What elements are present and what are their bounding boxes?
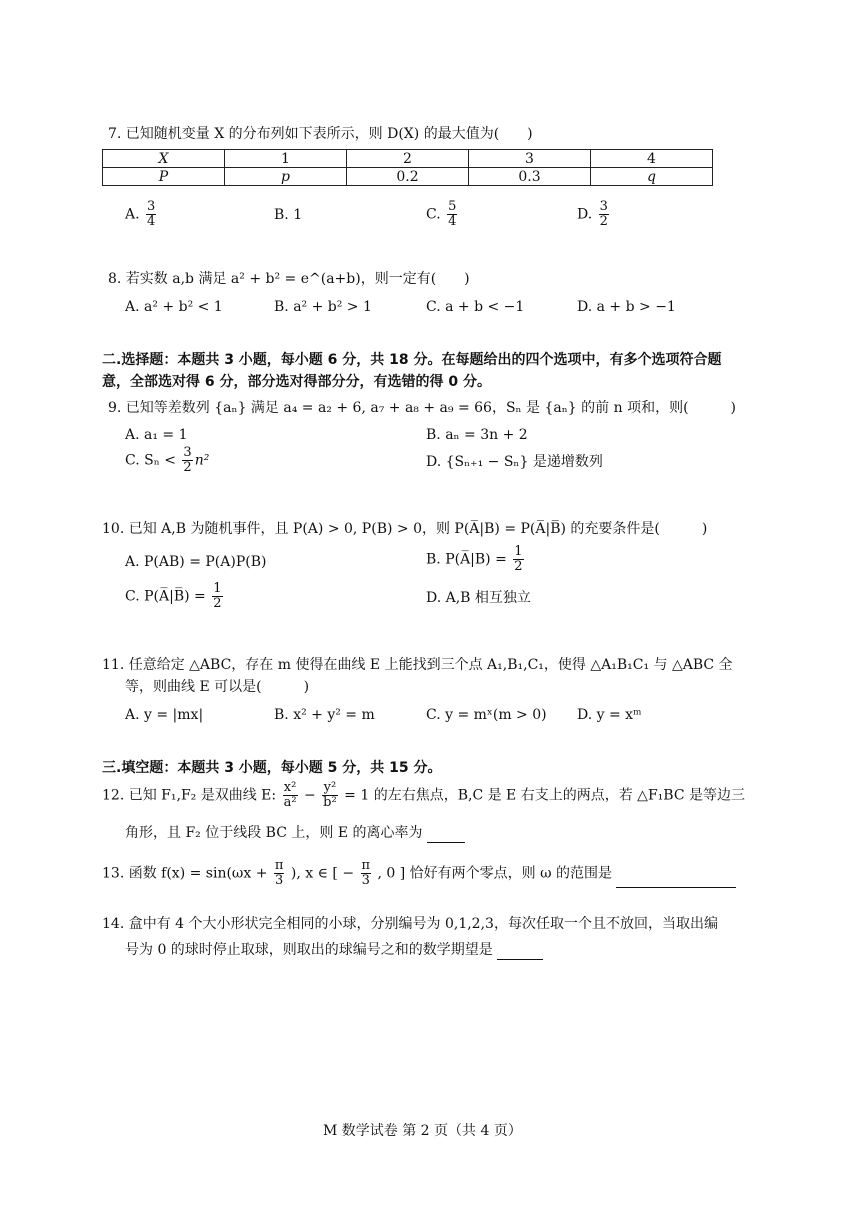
table-cell: p	[225, 168, 347, 186]
answer-blank[interactable]	[497, 943, 543, 960]
question-12-stem: 12. 已知 F₁,F₂ 是双曲线 E: $\frac{\text{x²}}{\text{a²}}$ − $\frac{\text{y²}}{\text{b²}}$ = 1 的左右焦点，B,C 是 E 右支上的两点，若 △F₁BC 是等边三	[102, 780, 745, 810]
table-cell: P	[103, 168, 225, 186]
table-row	[103, 150, 713, 168]
table-cell: 3	[469, 150, 591, 168]
q7-option-b: B. 1	[274, 207, 303, 223]
section-2-heading: 二.选择题：本题共 3 小题，每小题 6 分，共 18 分。在每题给出的四个选项中，有多个选项符合题	[102, 352, 722, 368]
answer-blank[interactable]	[616, 871, 736, 888]
q10-option-a: A. P(AB) = P(A)P(B)	[125, 554, 267, 570]
q9-option-d: D. {Sₙ₊₁ − Sₙ} 是递增数列	[426, 454, 603, 470]
q7-option-a: A. $\frac{3}{4}$	[125, 199, 156, 229]
table-cell: 2	[347, 150, 469, 168]
q11-option-c: C. y = mˣ(m > 0)	[426, 707, 547, 723]
q10-option-c: C. P(A̅|B̅) = $\frac{1}{2}$	[125, 581, 222, 611]
table-cell: q	[591, 168, 713, 186]
q8-option-a: A. a² + b² < 1	[125, 299, 223, 315]
table-cell: 4	[591, 150, 713, 168]
question-9-stem: 9. 已知等差数列 {aₙ} 满足 a₄ = a₂ + 6, a₇ + a₈ + a₉ = 66，Sₙ 是 {aₙ} 的前 n 项和，则( )	[108, 400, 737, 416]
question-10-stem: 10. 已知 A,B 为随机事件，且 P(A) > 0, P(B) > 0，则 P(A̅|B) = P(A̅|B̅) 的充要条件是( )	[102, 521, 708, 537]
question-8-stem: 8. 若实数 a,b 满足 a² + b² = e^(a+b)，则一定有( )	[108, 271, 470, 287]
q9-option-a: A. a₁ = 1	[125, 427, 188, 443]
table-cell: 0.3	[469, 168, 591, 186]
answer-blank[interactable]	[427, 826, 465, 843]
q8-option-d: D. a + b > −1	[577, 299, 676, 315]
q11-option-b: B. x² + y² = m	[274, 707, 375, 723]
table-row	[103, 168, 713, 186]
q11-option-d: D. y = xᵐ	[577, 707, 642, 723]
section-2-heading-cont: 意，全部选对得 6 分，部分选对得部分分，有选错的得 0 分。	[102, 374, 491, 390]
question-13-stem: 13. 函数 f(x) = sin(ωx + $\frac{\pi}{3}$ ), x ∈ [ − $\frac{\pi}{3}$ , 0 ] 恰好有两个零点，则 ω 的范围是	[102, 859, 736, 888]
question-14-stem: 14. 盒中有 4 个大小形状完全相同的小球，分别编号为 0,1,2,3，每次任取一个且不放回，当取出编	[102, 916, 718, 932]
question-11-stem: 11. 任意给定 △ABC，存在 m 使得在曲线 E 上能找到三个点 A₁,B₁,C₁，使得 △A₁B₁C₁ 与 △ABC 全	[102, 657, 733, 673]
q9-option-c: C. Sₙ < $\frac{3}{2}$ n²	[125, 445, 210, 475]
q8-option-b: B. a² + b² > 1	[274, 299, 372, 315]
page-footer: M 数学试卷 第 2 页（共 4 页）	[323, 1123, 522, 1139]
table-cell: 0.2	[347, 168, 469, 186]
section-3-heading: 三.填空题：本题共 3 小题，每小题 5 分，共 15 分。	[102, 760, 442, 776]
q8-option-c: C. a + b < −1	[426, 299, 525, 315]
q7-option-d: D. $\frac{3}{2}$	[577, 199, 608, 229]
q9-option-b: B. aₙ = 3n + 2	[426, 427, 528, 443]
q7-option-c: C. $\frac{5}{4}$	[426, 199, 457, 229]
table-cell: X	[103, 150, 225, 168]
q10-option-b: B. P(A̅|B) = $\frac{1}{2}$	[426, 544, 523, 574]
question-11-stem-cont: 等，则曲线 E 可以是( )	[125, 679, 310, 695]
q10-option-d: D. A,B 相互独立	[426, 590, 531, 606]
question-14-stem-cont: 号为 0 的球时停止取球，则取出的球编号之和的数学期望是	[125, 940, 543, 960]
question-12-stem-cont: 角形，且 F₂ 位于线段 BC 上，则 E 的离心率为	[125, 823, 465, 843]
question-7-stem: 7. 已知随机变量 X 的分布列如下表所示，则 D(X) 的最大值为( )	[108, 126, 533, 142]
distribution-table	[102, 149, 713, 186]
table-cell: 1	[225, 150, 347, 168]
q11-option-a: A. y = |mx|	[125, 707, 204, 723]
